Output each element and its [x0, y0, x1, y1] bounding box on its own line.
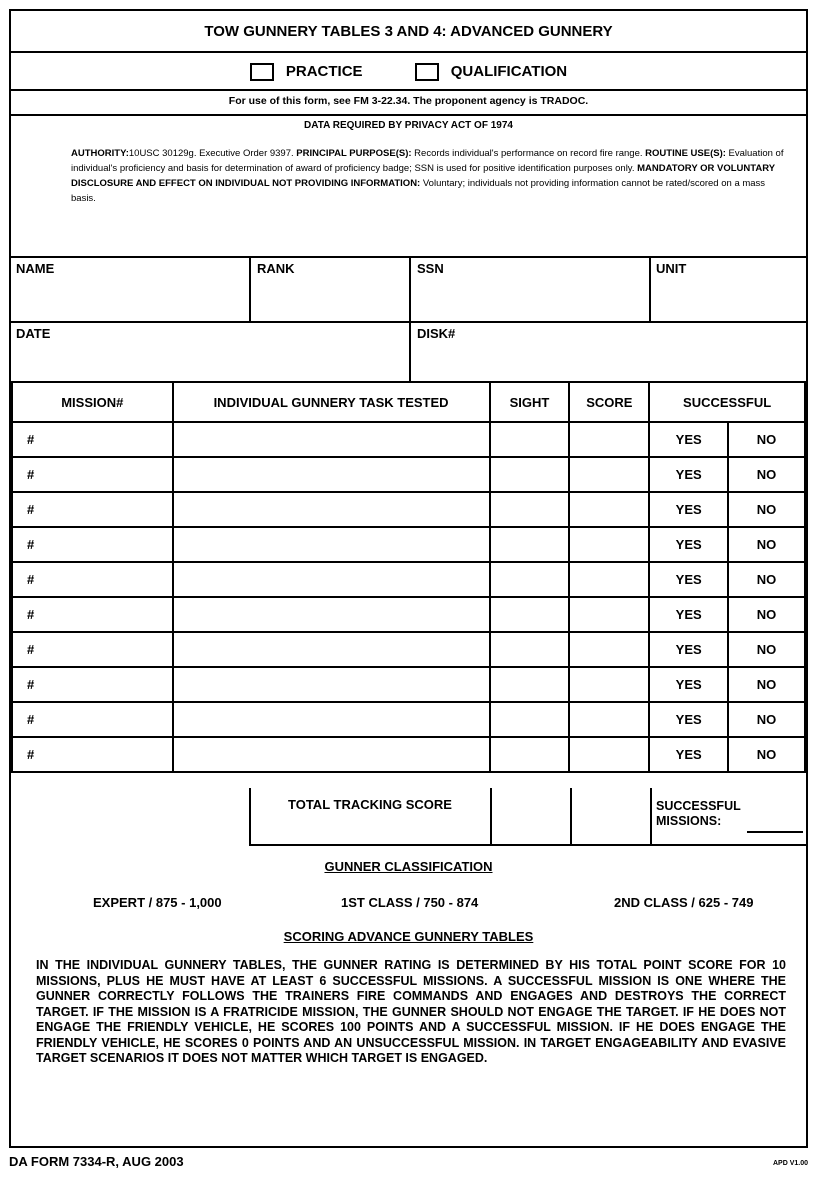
mission-number-cell[interactable]: #	[12, 562, 173, 597]
mission-number-header: MISSION#	[12, 382, 173, 422]
disk-field[interactable]	[413, 344, 803, 379]
table-row	[12, 457, 805, 492]
task-header: INDIVIDUAL GUNNERY TASK TESTED	[173, 382, 490, 422]
score-cell[interactable]	[569, 737, 649, 772]
no-cell[interactable]: NO	[728, 492, 805, 527]
table-row	[12, 527, 805, 562]
scoring-text: ENGAGE THE FRIENDLY VEHICLE, HE SCORES 100 POINTS AND A SUCCESSFUL MISSION. IF HE	[36, 1020, 660, 1034]
yes-cell[interactable]: YES	[649, 457, 728, 492]
yes-cell[interactable]: YES	[649, 527, 728, 562]
yes-cell[interactable]: YES	[649, 702, 728, 737]
divider	[11, 89, 806, 91]
no-cell[interactable]: NO	[728, 422, 805, 457]
scoring-emphasis: NOT	[507, 1004, 534, 1019]
yes-cell[interactable]: YES	[649, 422, 728, 457]
expert-level: EXPERT / 875 - 1,000	[93, 895, 222, 910]
divider	[649, 256, 651, 321]
practice-option[interactable]	[250, 63, 363, 80]
divider	[570, 788, 572, 846]
successful-header: SUCCESSFUL	[649, 382, 805, 422]
table-header-row	[12, 382, 805, 422]
task-cell[interactable]	[173, 492, 490, 527]
no-cell[interactable]: NO	[728, 562, 805, 597]
classification-title: GUNNER CLASSIFICATION	[324, 859, 493, 874]
sight-cell[interactable]	[490, 597, 570, 632]
divider	[11, 114, 806, 116]
form-version: APD V1.00	[772, 1160, 808, 1167]
scoring-text: ENGAGE THE TARGET. IF HE	[533, 1004, 720, 1019]
task-cell[interactable]	[173, 597, 490, 632]
no-cell[interactable]: NO	[728, 737, 805, 772]
sight-cell[interactable]	[490, 527, 570, 562]
name-label: NAME	[16, 261, 55, 276]
purpose-text: Records individual's performance on record fire range.	[414, 148, 643, 159]
purpose-label: PRINCIPAL PURPOSE(S):	[296, 148, 412, 159]
yes-cell[interactable]: YES	[649, 667, 728, 702]
mission-number-cell[interactable]: #	[12, 667, 173, 702]
task-cell[interactable]	[173, 562, 490, 597]
sight-cell[interactable]	[490, 562, 570, 597]
mission-number-cell[interactable]: #	[12, 457, 173, 492]
sight-header: SIGHT	[490, 382, 570, 422]
unit-label: UNIT	[656, 261, 687, 276]
sight-cell[interactable]	[490, 457, 570, 492]
rank-label: RANK	[257, 261, 295, 276]
total-score-field[interactable]	[573, 791, 649, 843]
table-row	[12, 492, 805, 527]
divider	[409, 256, 411, 381]
mode-checkbox-row	[11, 63, 806, 81]
table-row	[12, 667, 805, 702]
yes-cell[interactable]: YES	[649, 492, 728, 527]
no-cell[interactable]: NO	[728, 457, 805, 492]
sight-cell[interactable]	[490, 737, 570, 772]
task-cell[interactable]	[173, 737, 490, 772]
score-header: SCORE	[569, 382, 649, 422]
sight-cell[interactable]	[490, 422, 570, 457]
scoring-emphasis: DOES	[659, 1020, 695, 1034]
no-cell[interactable]: NO	[728, 632, 805, 667]
divider	[490, 788, 492, 846]
second-class-level: 2ND CLASS / 625 - 749	[614, 895, 754, 910]
divider	[650, 788, 652, 846]
score-cell[interactable]	[569, 597, 649, 632]
ssn-label: SSN	[417, 261, 444, 276]
table-row	[12, 632, 805, 667]
routine-use-text: Evaluation of individual's proficiency and basis for determination of award of proficiency badge; SSN is used for positive identification purposes only.	[71, 148, 784, 174]
score-cell[interactable]	[569, 457, 649, 492]
sight-cell[interactable]	[490, 632, 570, 667]
form-number: DA FORM 7334-R, AUG 2003	[9, 1154, 184, 1169]
routine-use-label: ROUTINE USE(S):	[645, 148, 726, 159]
privacy-statement	[71, 146, 786, 206]
divider	[11, 51, 806, 53]
scoring-emphasis: DOES NOT	[719, 1004, 786, 1019]
task-cell[interactable]	[173, 422, 490, 457]
disclosure-text: Voluntary; individuals not providing information cannot be rated/scored on a mass basis.	[71, 178, 766, 204]
table-row	[12, 562, 805, 597]
sight-cell[interactable]	[490, 667, 570, 702]
name-field[interactable]	[13, 281, 245, 319]
mission-number-cell[interactable]: #	[12, 632, 173, 667]
successful-missions-label: SUCCESSFUL MISSIONS:	[656, 799, 741, 828]
practice-label: PRACTICE	[285, 63, 363, 80]
scoring-text: IN THE INDIVIDUAL GUNNERY TABLES, THE GUNNER RATING IS DETERMINED BY HIS TOTAL POINT SCORE FOR 10 MISSIONS, PLUS HE MUST HAVE AT LEAST 6 SUCCESSFUL MISSIONS. A SUCCESSFUL MISSION IS ONE WHERE THE GUNNER CORRECTLY FOLLOWS THE TRAINERS FIRE COMMANDS AND ENGAGES AND DESTROYS THE CORRECT TARGET. IF THE MISSION IS A FRATRICIDE MISSION, THE GUNNER SHOULD	[36, 958, 786, 1019]
table-row	[12, 597, 805, 632]
successful-missions-field[interactable]	[747, 831, 803, 833]
no-cell[interactable]: NO	[728, 702, 805, 737]
form-frame	[9, 9, 808, 1148]
first-class-level: 1ST CLASS / 750 - 874	[341, 895, 479, 910]
disclosure-label: MANDATORY OR VOLUNTARY DISCLOSURE AND EFFECT ON INDIVIDUAL NOT PROVIDING INFORMATION:	[71, 163, 775, 189]
divider	[11, 321, 806, 323]
task-cell[interactable]	[173, 527, 490, 562]
mission-number-cell[interactable]: #	[12, 737, 173, 772]
total-tracking-score-label: TOTAL TRACKING SCORE	[288, 797, 452, 812]
no-cell[interactable]: NO	[728, 667, 805, 702]
table-row	[12, 422, 805, 457]
table-row	[12, 702, 805, 737]
privacy-header: DATA REQUIRED BY PRIVACY ACT OF 1974	[304, 120, 513, 131]
divider	[249, 844, 808, 846]
ssn-field[interactable]	[413, 281, 645, 319]
authority-text: 10USC 30129g. Executive Order 9397.	[128, 148, 294, 159]
task-cell[interactable]	[173, 632, 490, 667]
score-cell[interactable]	[569, 702, 649, 737]
score-cell[interactable]	[569, 422, 649, 457]
mission-number-cell[interactable]: #	[12, 702, 173, 737]
total-sight-field[interactable]	[493, 791, 569, 843]
disk-label: DISK#	[417, 326, 456, 341]
score-cell[interactable]	[569, 527, 649, 562]
yes-cell[interactable]: YES	[649, 737, 728, 772]
authority-label: AUTHORITY:	[71, 148, 129, 159]
mission-table	[11, 381, 806, 773]
task-cell[interactable]	[173, 457, 490, 492]
table-row	[12, 737, 805, 772]
rank-field[interactable]	[253, 281, 405, 319]
qualification-checkbox[interactable]	[415, 63, 439, 81]
yes-cell[interactable]: YES	[649, 562, 728, 597]
usage-note: For use of this form, see FM 3-22.34. The proponent agency is TRADOC.	[228, 95, 589, 107]
yes-cell[interactable]: YES	[649, 632, 728, 667]
date-field[interactable]	[13, 344, 405, 379]
no-cell[interactable]: NO	[728, 597, 805, 632]
mission-number-cell[interactable]: #	[12, 492, 173, 527]
mission-number-cell[interactable]: #	[12, 597, 173, 632]
form-title: TOW GUNNERY TABLES 3 AND 4: ADVANCED GUNNERY	[204, 23, 613, 40]
score-cell[interactable]	[569, 562, 649, 597]
no-cell[interactable]: NO	[728, 527, 805, 562]
mission-number-cell[interactable]: #	[12, 527, 173, 562]
yes-cell[interactable]: YES	[649, 597, 728, 632]
divider	[249, 256, 251, 321]
scoring-text: ENGAGE THE FRIENDLY VEHICLE, HE SCORES 0 POINTS AND AN UNSUCCESSFUL MISSION. IN TARGET ENGAGEABILITY AND EVASIVE TARGET SCENARIOS IT DOES NOT MATTER WHICH TARGET IS ENGAGED.	[36, 1020, 786, 1065]
task-cell[interactable]	[173, 702, 490, 737]
score-cell[interactable]	[569, 492, 649, 527]
score-cell[interactable]	[569, 632, 649, 667]
score-cell[interactable]	[569, 667, 649, 702]
practice-checkbox[interactable]	[250, 63, 274, 81]
scoring-title: SCORING ADVANCE GUNNERY TABLES	[283, 929, 534, 944]
mission-number-cell[interactable]: #	[12, 422, 173, 457]
date-label: DATE	[16, 326, 51, 341]
qualification-option[interactable]	[415, 63, 567, 80]
task-cell[interactable]	[173, 667, 490, 702]
sight-cell[interactable]	[490, 492, 570, 527]
scoring-instructions	[36, 958, 786, 1067]
sight-cell[interactable]	[490, 702, 570, 737]
qualification-label: QUALIFICATION	[450, 63, 568, 80]
unit-field[interactable]	[653, 281, 803, 319]
